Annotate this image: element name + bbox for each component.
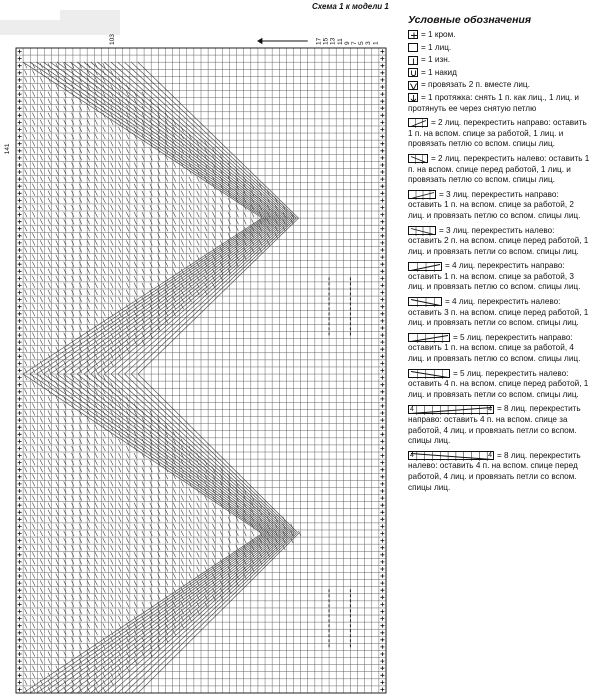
column-number: 9 (343, 41, 351, 45)
cable-4-left-icon (408, 297, 442, 306)
legend-text: = 1 кром. (421, 30, 456, 39)
legend-text: = 1 лиц. (421, 42, 452, 52)
legend-item (408, 30, 590, 41)
cable-count-right: 4 (488, 405, 492, 413)
legend-text: = 1 протяжка: снять 1 п. как лиц., 1 лиц. и протянуть ее через снятую петлю (408, 92, 579, 113)
cable-4-right-icon (408, 262, 442, 271)
column-number: 1 (372, 41, 380, 45)
cable-2-left-icon (408, 154, 428, 163)
cable-5-left-icon (408, 369, 450, 378)
column-number: 13 (329, 37, 337, 45)
legend-item (408, 333, 590, 365)
legend-text: = 5 лиц. перекрестить направо: оставить 1 п. на вспом. спице за работой, 4 лиц. и провязать петлю со вспом. спицы лиц. (408, 332, 581, 364)
slip-pass-icon (408, 93, 418, 102)
cable-count-right: 4 (488, 452, 492, 460)
legend-item (408, 55, 590, 66)
direction-arrow-icon (258, 39, 308, 44)
column-number: 103 (109, 34, 117, 45)
legend-text: = 4 лиц. перекрестить налево: оставить 3 п. на вспом. спице перед работой, 1 лиц. и провязать петли со вспом. спицы лиц. (408, 297, 589, 328)
cable-5-right-icon (408, 333, 450, 342)
column-number: 3 (365, 41, 373, 45)
knit-icon (408, 43, 418, 52)
column-number: 7 (351, 41, 358, 45)
legend-item (408, 297, 590, 329)
legend-item (408, 68, 590, 79)
column-number: 11 (336, 38, 344, 45)
cable-count-left: 4 (410, 405, 414, 413)
legend-item (408, 118, 590, 150)
legend-text: = провязать 2 п. вместе лиц. (421, 80, 530, 90)
cable-2-right-icon (408, 118, 428, 127)
legend-text: = 5 лиц. перекрестить налево: оставить 4 п. на вспом. спице перед работой, 1 лиц. и провязать петли со вспом. спицы лиц. (408, 368, 589, 399)
k2tog-icon (408, 81, 418, 90)
lower-chevron (23, 374, 298, 693)
legend-item (408, 451, 590, 493)
legend-item (408, 404, 590, 446)
column-number: 17 (315, 37, 323, 45)
legend-title: Условные обозначения (408, 14, 532, 26)
legend-item (408, 369, 590, 401)
cable-3-left-icon (408, 226, 436, 235)
purl-icon (408, 56, 418, 65)
cable-motif-1 (329, 277, 350, 337)
column-number: 15 (322, 37, 330, 45)
legend-item (408, 43, 590, 54)
legend (408, 14, 590, 497)
row-number: 141 (4, 143, 11, 155)
cable-8-right-icon (408, 405, 494, 414)
background-ghost (0, 10, 120, 35)
edge-stitch-icon (408, 30, 418, 39)
legend-item (408, 190, 590, 222)
legend-text: = 1 изн. (421, 55, 451, 65)
cable-8-left-icon (408, 451, 494, 460)
legend-item (408, 93, 590, 114)
cable-motif-2 (329, 589, 350, 649)
cable-count-left: 4 (410, 452, 414, 460)
yarn-over-icon (408, 68, 418, 77)
legend-text: = 4 лиц. перекрестить направо: оставить 1 п. на вспом. спице за работой, 3 лиц. и провязать петлю со вспом. спицы лиц. (408, 261, 581, 292)
legend-text: = 2 лиц. перекрестить налево: оставить 1 п. на вспом. спице перед работой, 1 лиц. и провязать петлю со вспом. спицы лиц. (408, 153, 590, 185)
column-number: 5 (358, 41, 366, 45)
legend-items (408, 30, 590, 493)
legend-item (408, 80, 590, 91)
legend-item (408, 154, 590, 186)
legend-item (408, 226, 590, 258)
legend-text: = 3 лиц. перекрестить направо: оставить 1 п. на вспом. спице за работой, 2 лиц. и провязать петлю со вспом. спицы лиц. (408, 189, 581, 220)
legend-text: = 2 лиц. перекрестить направо: оставить 1 п. на вспом. спице за работой, 1 лиц. и провязать петлю со вспом. спицы лиц. (408, 118, 587, 149)
cable-3-right-icon (408, 190, 436, 199)
legend-text: = 8 лиц. перекрестить налево: оставить 4 п. на вспом. спице перед работой, 4 лиц. и провязать петли со вспом. спицы лиц. (408, 450, 581, 492)
legend-item (408, 261, 590, 293)
legend-text: = 8 лиц. перекрестить направо: оставить 4 п. на вспом. спице за работой, 4 лиц. и провязать петли со вспом. спицы лиц. (408, 404, 581, 446)
legend-text: = 1 накид (421, 67, 457, 77)
legend-text: = 3 лиц. перекрестить налево: оставить 2 п. на вспом. спице перед работой, 1 лиц. и провязать петли со вспом. спицы лиц. (408, 225, 589, 256)
chart-title: Схема 1 к модели 1 (312, 2, 389, 11)
